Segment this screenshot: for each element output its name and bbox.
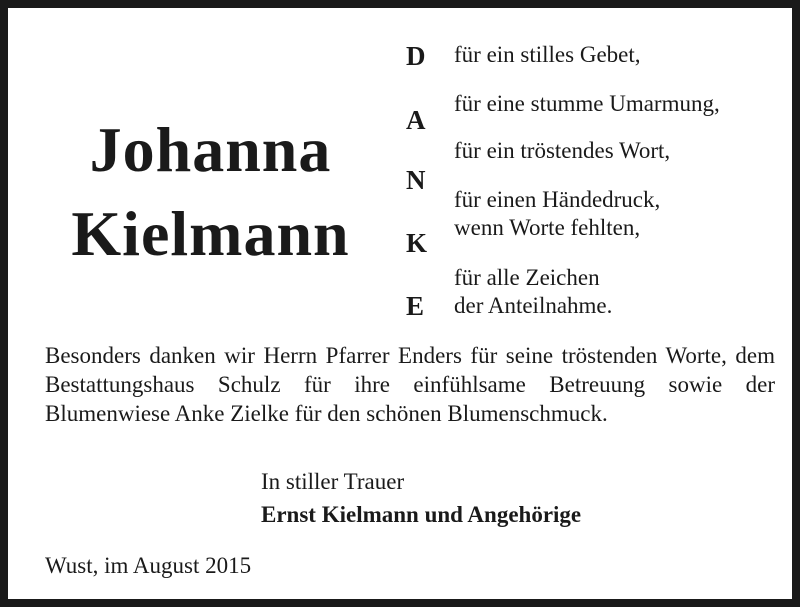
acrostic-letter-n: N [406,165,426,195]
place-date: Wust, im August 2015 [45,553,252,578]
signoff-signers: Ernst Kielmann und Angehörige [261,502,582,527]
thanks-paragraph: Besonders danken wir Herrn Pfarrer Enders für seine tröstenden Worte, dem Bestattungshaus Schulz für ihre einfühlsame Betreuung sowie der Blumenwiese Anke Zielke für den schönen Blumenschmuck. [45,343,775,426]
thanks-line: für eine stumme Umarmung, [454,91,720,116]
deceased-name [48,108,373,276]
last-name: Kielmann [71,198,350,269]
acrostic-letter-k: K [406,228,428,258]
acrostic-letter-a: A [406,105,426,135]
thanks-line: für einen Händedruck, [454,187,661,212]
thanks-line: für ein stilles Gebet, [454,42,641,67]
thanks-line: für ein tröstendes Wort, [454,138,671,163]
signoff-intro: In stiller Trauer [261,469,405,494]
thanks-line: der Anteilnahme. [454,293,613,318]
acrostic-letter-e: E [406,291,425,321]
thanks-line: wenn Worte fehlten, [454,215,641,240]
thanks-line: für alle Zeichen [454,265,600,290]
acrostic-letter-d: D [406,41,426,71]
first-name: Johanna [89,114,332,185]
